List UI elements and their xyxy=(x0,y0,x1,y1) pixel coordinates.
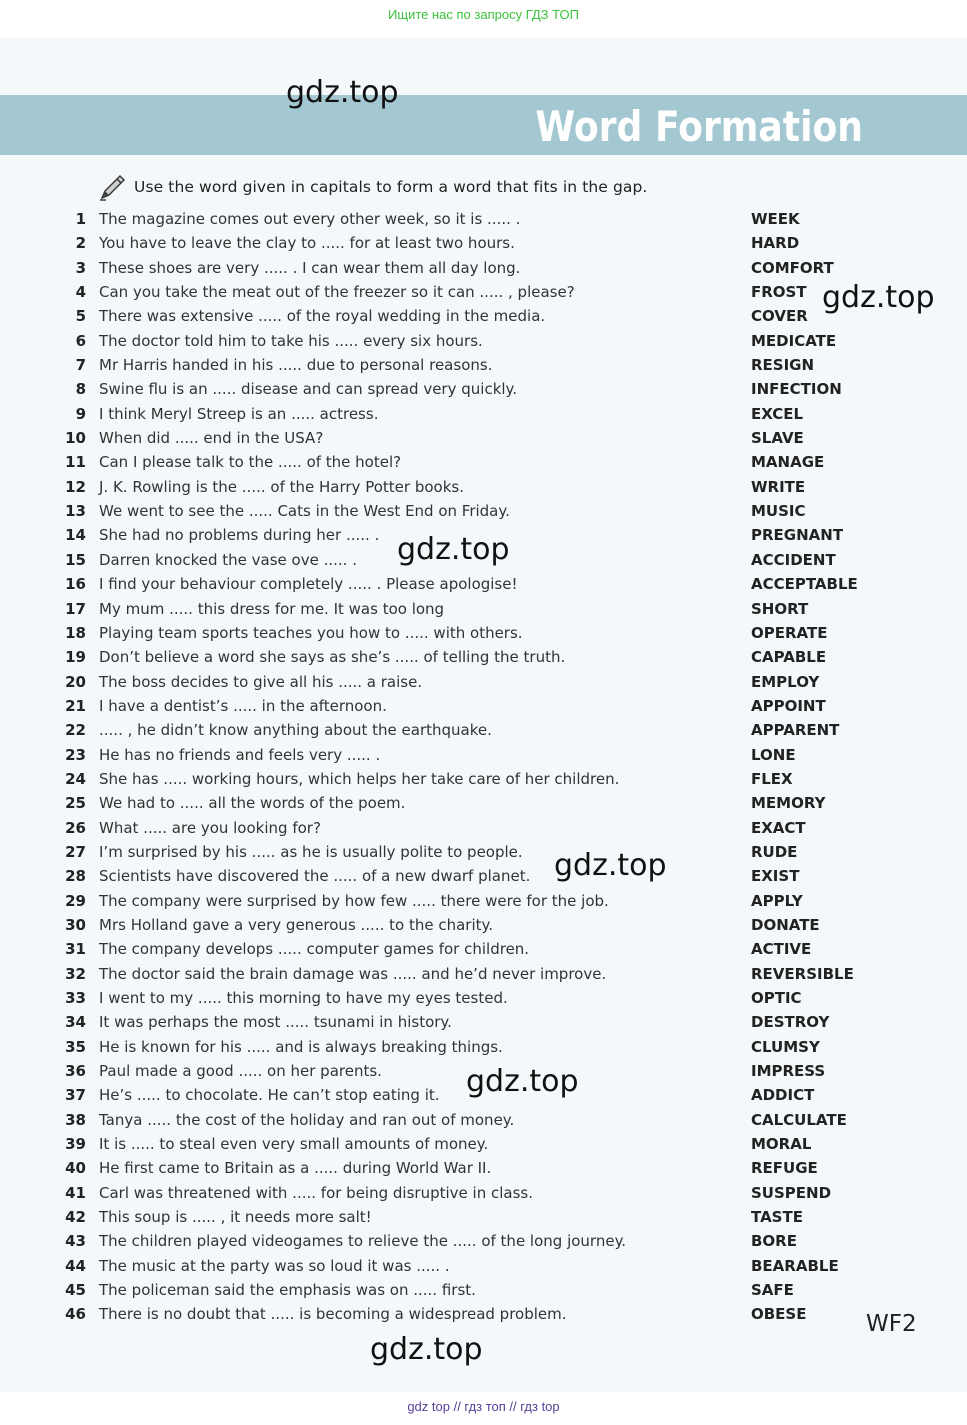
exercise-row xyxy=(0,231,967,255)
item-keyword: FROST xyxy=(751,283,807,302)
item-number: 9 xyxy=(75,404,86,423)
exercise-row xyxy=(0,1254,967,1278)
item-number: 39 xyxy=(65,1135,86,1154)
item-keyword: MEMORY xyxy=(751,794,826,813)
item-keyword: HARD xyxy=(751,234,800,253)
item-sentence: Don’t believe a word she says as she’s ..... of telling the truth. xyxy=(99,648,566,667)
item-sentence: The doctor said the brain damage was ..... and he’d never improve. xyxy=(99,964,607,983)
item-sentence: The policeman said the emphasis was on ..... first. xyxy=(99,1281,476,1300)
item-sentence: I think Meryl Streep is an ..... actress. xyxy=(99,404,379,423)
watermark: gdz.top xyxy=(466,1064,579,1099)
item-number: 35 xyxy=(65,1037,86,1056)
exercise-row xyxy=(0,864,967,888)
exercise-row xyxy=(0,329,967,353)
item-sentence: There was extensive ..... of the royal wedding in the media. xyxy=(99,307,546,326)
item-number: 26 xyxy=(65,818,86,837)
item-sentence: He is known for his ..... and is always breaking things. xyxy=(99,1037,503,1056)
item-sentence: You have to leave the clay to ..... for at least two hours. xyxy=(99,234,515,253)
item-sentence: Mr Harris handed in his ..... due to personal reasons. xyxy=(99,356,493,375)
exercise-row xyxy=(0,840,967,864)
item-keyword: OPERATE xyxy=(751,623,828,642)
item-number: 19 xyxy=(65,648,86,667)
exercise-row xyxy=(0,548,967,572)
item-sentence: He first came to Britain as a ..... during World War II. xyxy=(99,1159,492,1178)
item-sentence: Can I please talk to the ..... of the hotel? xyxy=(99,453,402,472)
item-number: 24 xyxy=(65,769,86,788)
item-keyword: SUSPEND xyxy=(751,1183,832,1202)
item-sentence: He has no friends and feels very ..... . xyxy=(99,745,381,764)
item-keyword: OBESE xyxy=(751,1305,807,1324)
exercise-row xyxy=(0,1156,967,1180)
exercise-row xyxy=(0,475,967,499)
exercise-row xyxy=(0,1083,967,1107)
item-number: 3 xyxy=(75,258,86,277)
exercise-row xyxy=(0,1010,967,1034)
item-keyword: BEARABLE xyxy=(751,1256,839,1275)
exercise-row xyxy=(0,962,967,986)
item-number: 18 xyxy=(65,623,86,642)
item-keyword: REVERSIBLE xyxy=(751,964,854,983)
item-number: 17 xyxy=(65,599,86,618)
item-number: 30 xyxy=(65,915,86,934)
item-number: 28 xyxy=(65,867,86,886)
item-keyword: IMPRESS xyxy=(751,1062,826,1081)
item-sentence: We had to ..... all the words of the poem. xyxy=(99,794,406,813)
item-sentence: What ..... are you looking for? xyxy=(99,818,321,837)
exercise-row xyxy=(0,1278,967,1302)
watermark: gdz.top xyxy=(370,1332,483,1367)
item-keyword: EXCEL xyxy=(751,404,804,423)
exercise-row xyxy=(0,1035,967,1059)
item-keyword: INFECTION xyxy=(751,380,842,399)
item-number: 40 xyxy=(65,1159,86,1178)
item-number: 27 xyxy=(65,842,86,861)
item-keyword: ACCIDENT xyxy=(751,550,836,569)
item-number: 8 xyxy=(75,380,86,399)
exercise-row xyxy=(0,304,967,328)
bottom-banner: gdz top // гдз топ // гдз top xyxy=(0,1392,967,1425)
item-sentence: ..... , he didn’t know anything about the earthquake. xyxy=(99,721,492,740)
exercise-row xyxy=(0,402,967,426)
exercise-row xyxy=(0,597,967,621)
exercise-row xyxy=(0,1205,967,1229)
exercise-row xyxy=(0,645,967,669)
watermark: gdz.top xyxy=(822,280,935,315)
item-number: 22 xyxy=(65,721,86,740)
top-banner: Ищите нас по запросу ГДЗ ТОП xyxy=(0,0,967,38)
item-number: 25 xyxy=(65,794,86,813)
exercise-row xyxy=(0,1302,967,1326)
item-sentence: The magazine comes out every other week, so it is ..... . xyxy=(99,210,521,228)
item-sentence: Mrs Holland gave a very generous ..... to the charity. xyxy=(99,915,494,934)
item-keyword: RUDE xyxy=(751,842,798,861)
item-keyword: CAPABLE xyxy=(751,648,827,667)
exercise-row xyxy=(0,937,967,961)
item-keyword: MANAGE xyxy=(751,453,825,472)
item-number: 31 xyxy=(65,940,86,959)
item-sentence: He’s ..... to chocolate. He can’t stop eating it. xyxy=(99,1086,440,1105)
item-keyword: SLAVE xyxy=(751,429,804,448)
item-sentence: Tanya ..... the cost of the holiday and ran out of money. xyxy=(99,1110,515,1129)
exercise-row xyxy=(0,889,967,913)
exercise-row xyxy=(0,816,967,840)
item-keyword: MORAL xyxy=(751,1135,812,1154)
item-sentence: Paul made a good ..... on her parents. xyxy=(99,1062,382,1081)
item-sentence: It is ..... to steal even very small amounts of money. xyxy=(99,1135,489,1154)
item-number: 23 xyxy=(65,745,86,764)
item-number: 5 xyxy=(75,307,86,326)
item-sentence: Carl was threatened with ..... for being disruptive in class. xyxy=(99,1183,533,1202)
item-keyword: ACCEPTABLE xyxy=(751,575,858,594)
item-number: 43 xyxy=(65,1232,86,1251)
item-sentence: I’m surprised by his ..... as he is usually polite to people. xyxy=(99,842,523,861)
exercise-row xyxy=(0,694,967,718)
item-number: 41 xyxy=(65,1183,86,1202)
item-keyword: ADDICT xyxy=(751,1086,815,1105)
item-keyword: TASTE xyxy=(751,1208,803,1227)
item-keyword: BORE xyxy=(751,1232,797,1251)
item-number: 11 xyxy=(65,453,86,472)
exercise-row xyxy=(0,1132,967,1156)
item-number: 7 xyxy=(75,356,86,375)
watermark: gdz.top xyxy=(554,848,667,883)
item-number: 15 xyxy=(65,550,86,569)
item-number: 20 xyxy=(65,672,86,691)
item-keyword: APPARENT xyxy=(751,721,840,740)
exercise-row xyxy=(0,499,967,523)
item-sentence: The children played videogames to relieve the ..... of the long journey. xyxy=(99,1232,627,1251)
item-number: 6 xyxy=(75,331,86,350)
exercise-row xyxy=(0,1181,967,1205)
item-sentence: The company were surprised by how few ..... there were for the job. xyxy=(99,891,609,910)
exercise-row xyxy=(0,767,967,791)
page-title: Word Formation xyxy=(535,102,863,151)
item-number: 42 xyxy=(65,1208,86,1227)
exercise-row xyxy=(0,791,967,815)
item-keyword: REFUGE xyxy=(751,1159,818,1178)
item-number: 44 xyxy=(65,1256,86,1275)
exercise-row xyxy=(0,1108,967,1132)
item-keyword: MUSIC xyxy=(751,502,806,521)
exercise-row xyxy=(0,426,967,450)
item-sentence: The boss decides to give all his ..... a raise. xyxy=(99,672,423,691)
item-number: 1 xyxy=(75,210,86,228)
exercise-row xyxy=(0,377,967,401)
item-number: 4 xyxy=(75,283,86,302)
item-number: 45 xyxy=(65,1281,86,1300)
exercise-row xyxy=(0,718,967,742)
item-keyword: FLEX xyxy=(751,769,793,788)
item-keyword: MEDICATE xyxy=(751,331,837,350)
item-sentence: She has ..... working hours, which helps her take care of her children. xyxy=(99,769,620,788)
item-keyword: APPOINT xyxy=(751,696,826,715)
item-keyword: DESTROY xyxy=(751,1013,830,1032)
item-keyword: OPTIC xyxy=(751,989,802,1007)
watermark: gdz.top xyxy=(286,75,399,110)
item-number: 33 xyxy=(65,989,86,1007)
instruction-text: Use the word given in capitals to form a word that fits in the gap. xyxy=(134,178,648,196)
item-number: 21 xyxy=(65,696,86,715)
item-sentence: When did ..... end in the USA? xyxy=(99,429,324,448)
instruction xyxy=(98,172,647,202)
item-number: 16 xyxy=(65,575,86,594)
item-number: 37 xyxy=(65,1086,86,1105)
item-keyword: DONATE xyxy=(751,915,820,934)
item-keyword: PREGNANT xyxy=(751,526,844,545)
item-sentence: This soup is ..... , it needs more salt! xyxy=(99,1208,372,1227)
exercise-row xyxy=(0,280,967,304)
item-number: 10 xyxy=(65,429,86,448)
item-keyword: WEEK xyxy=(751,210,800,228)
exercise-row xyxy=(0,450,967,474)
exercise-row xyxy=(0,353,967,377)
item-keyword: LONE xyxy=(751,745,796,764)
item-sentence: We went to see the ..... Cats in the West End on Friday. xyxy=(99,502,510,521)
item-sentence: J. K. Rowling is the ..... of the Harry Potter books. xyxy=(99,477,464,496)
item-keyword: WRITE xyxy=(751,477,806,496)
watermark: gdz.top xyxy=(397,532,510,567)
item-number: 36 xyxy=(65,1062,86,1081)
pencil-icon xyxy=(98,172,128,202)
item-number: 38 xyxy=(65,1110,86,1129)
item-sentence: She had no problems during her ..... . xyxy=(99,526,380,545)
item-number: 13 xyxy=(65,502,86,521)
item-sentence: The music at the party was so loud it was ..... . xyxy=(99,1256,450,1275)
item-sentence: There is no doubt that ..... is becoming a widespread problem. xyxy=(99,1305,567,1324)
item-keyword: COVER xyxy=(751,307,808,326)
exercise-row xyxy=(0,670,967,694)
page-code: WF2 xyxy=(866,1311,917,1337)
item-sentence: It was perhaps the most ..... tsunami in history. xyxy=(99,1013,452,1032)
item-sentence: Darren knocked the vase ove ..... . xyxy=(99,550,357,569)
exercise-row xyxy=(0,523,967,547)
exercise-row xyxy=(0,572,967,596)
exercise-list xyxy=(0,207,967,1327)
exercise-row xyxy=(0,1059,967,1083)
item-keyword: COMFORT xyxy=(751,258,834,277)
exercise-row xyxy=(0,207,967,231)
item-keyword: EXACT xyxy=(751,818,806,837)
exercise-row xyxy=(0,256,967,280)
item-sentence: Playing team sports teaches you how to ..... with others. xyxy=(99,623,523,642)
item-sentence: My mum ..... this dress for me. It was too long xyxy=(99,599,445,618)
item-sentence: I went to my ..... this morning to have my eyes tested. xyxy=(99,989,508,1007)
item-number: 46 xyxy=(65,1305,86,1324)
exercise-row xyxy=(0,743,967,767)
item-number: 32 xyxy=(65,964,86,983)
item-number: 14 xyxy=(65,526,86,545)
item-sentence: Can you take the meat out of the freezer so it can ..... , please? xyxy=(99,283,575,302)
item-keyword: CLUMSY xyxy=(751,1037,820,1056)
item-keyword: SHORT xyxy=(751,599,809,618)
item-keyword: SAFE xyxy=(751,1281,794,1300)
item-sentence: The doctor told him to take his ..... every six hours. xyxy=(99,331,483,350)
item-sentence: I find your behaviour completely ..... . Please apologise! xyxy=(99,575,518,594)
item-number: 2 xyxy=(75,234,86,253)
item-keyword: APPLY xyxy=(751,891,803,910)
item-number: 29 xyxy=(65,891,86,910)
item-keyword: EXIST xyxy=(751,867,800,886)
item-sentence: Scientists have discovered the ..... of a new dwarf planet. xyxy=(99,867,531,886)
exercise-row xyxy=(0,621,967,645)
item-sentence: The company develops ..... computer games for children. xyxy=(99,940,530,959)
item-sentence: Swine flu is an ..... disease and can spread very quickly. xyxy=(99,380,518,399)
exercise-row xyxy=(0,913,967,937)
item-sentence: These shoes are very ..... . I can wear them all day long. xyxy=(99,258,521,277)
exercise-row xyxy=(0,1229,967,1253)
item-sentence: I have a dentist’s ..... in the afternoon. xyxy=(99,696,387,715)
item-keyword: ACTIVE xyxy=(751,940,812,959)
item-keyword: EMPLOY xyxy=(751,672,820,691)
item-number: 12 xyxy=(65,477,86,496)
item-keyword: CALCULATE xyxy=(751,1110,847,1129)
item-keyword: RESIGN xyxy=(751,356,815,375)
item-number: 34 xyxy=(65,1013,86,1032)
exercise-row xyxy=(0,986,967,1010)
